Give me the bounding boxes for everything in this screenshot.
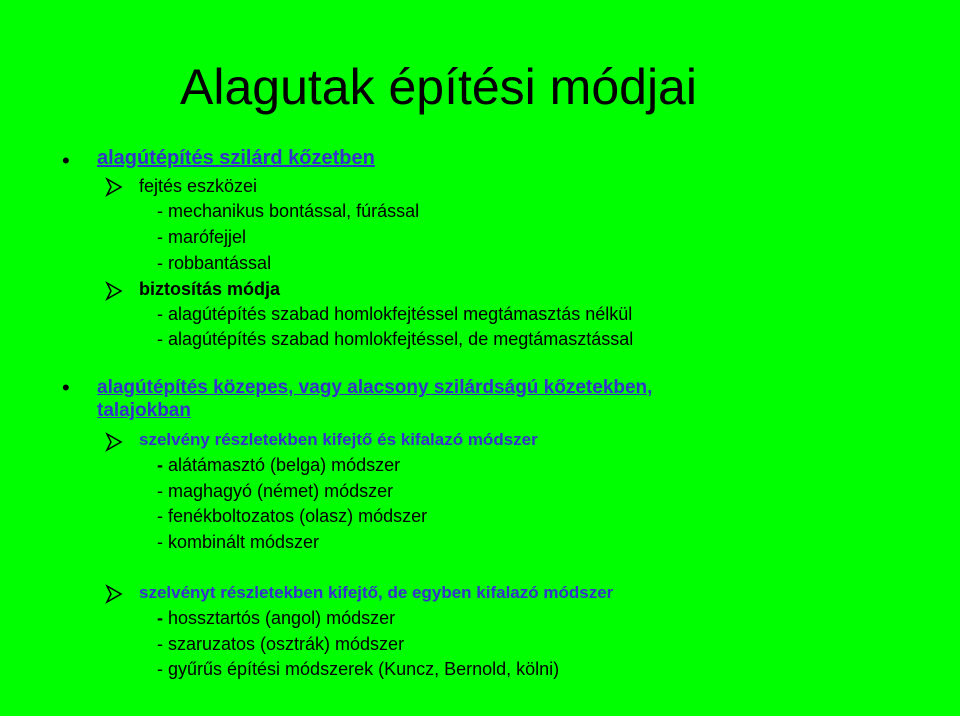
list-item-text: alátámasztó (belga) módszer	[163, 455, 401, 475]
list-item: - gyűrűs építési módszerek (Kuncz, Bernold, kölni)	[157, 659, 560, 679]
arrow-bullet-icon	[104, 584, 124, 604]
list-item: - marófejjel	[157, 227, 247, 247]
section1-heading: alagútépítés szilárd kőzetben	[97, 147, 375, 169]
dash: -	[157, 608, 163, 628]
list-item-text: hossztartós (angol) módszer	[163, 608, 396, 628]
list-item: - mechanikus bontással, fúrással	[157, 201, 420, 221]
list-item: - maghagyó (német) módszer	[157, 481, 394, 501]
arrow-bullet-icon	[104, 432, 124, 452]
arrow-bullet-icon	[104, 177, 124, 197]
list-item: - kombinált módszer	[157, 532, 320, 552]
list-item: - alagútépítés szabad homlokfejtéssel, de megtámasztással	[157, 329, 634, 349]
list-item	[157, 455, 400, 476]
sub-label-biztositas: biztosítás módja	[139, 279, 281, 299]
arrow-bullet-icon	[104, 281, 124, 301]
page-title: Alagutak építési módjai	[180, 59, 697, 115]
sub-label-szelvenyt: szelvényt részletekben kifejtő, de egyben kifalazó módszer	[139, 583, 614, 602]
sub-label-fejtes: fejtés eszközei	[139, 176, 258, 196]
list-item	[157, 608, 395, 629]
list-item: - szaruzatos (osztrák) módszer	[157, 634, 405, 654]
section2-heading-line2: talajokban	[97, 400, 191, 421]
list-item: - fenékboltozatos (olasz) módszer	[157, 506, 428, 526]
list-item: - robbantással	[157, 253, 272, 273]
list-item: - alagútépítés szabad homlokfejtéssel megtámasztás nélkül	[157, 304, 633, 324]
bullet-dot: •	[62, 375, 70, 400]
section2-heading-line1: alagútépítés közepes, vagy alacsony szilárdságú kőzetekben,	[97, 377, 653, 398]
sub-label-szelveny: szelvény részletekben kifejtő és kifalazó módszer	[139, 430, 538, 449]
dash: -	[157, 455, 163, 475]
bullet-dot: •	[62, 148, 70, 173]
